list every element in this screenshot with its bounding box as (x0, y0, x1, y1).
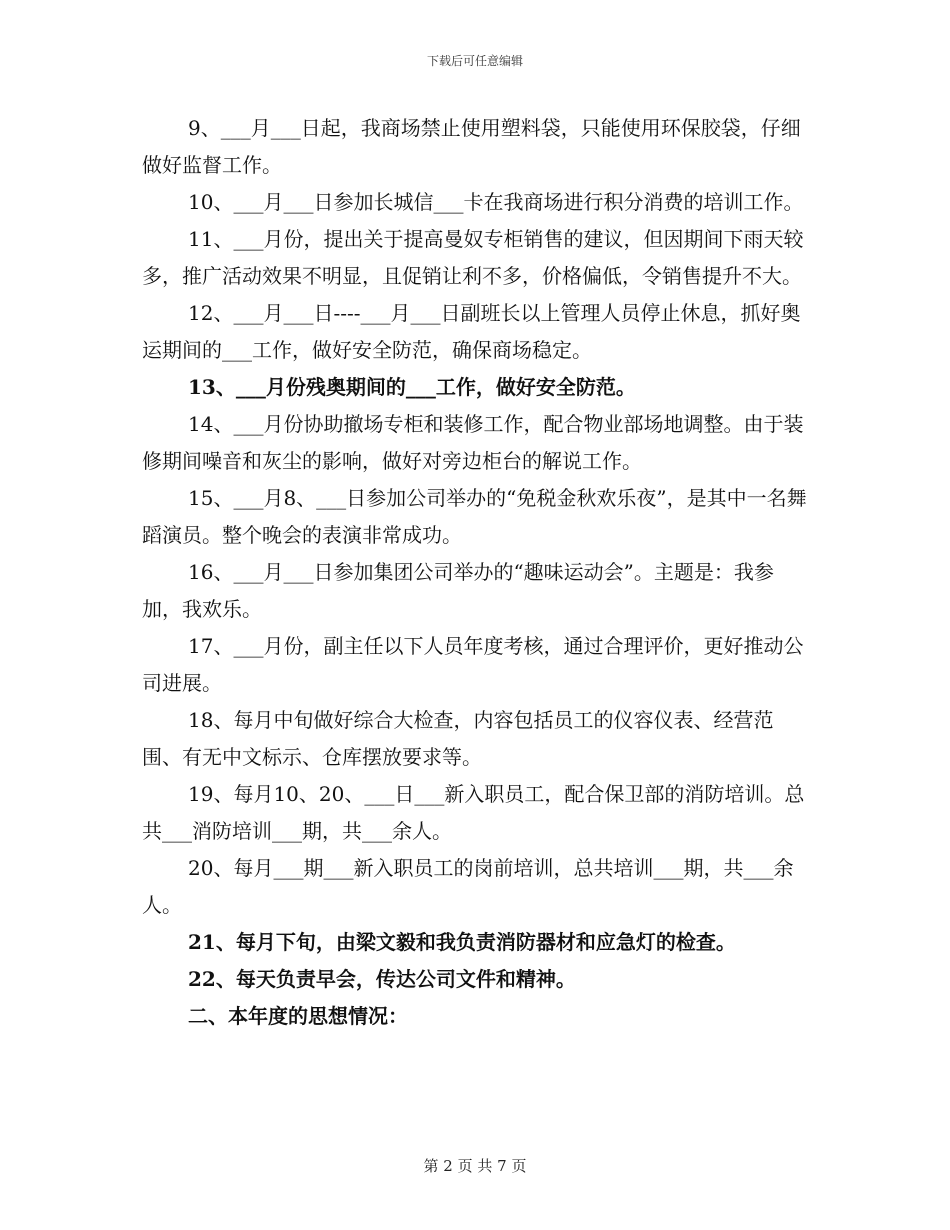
paragraph-11: 11、___月份，提出关于提高曼奴专柜销售的建议，但因期间下雨天较多，推广活动效果不明显，且促销让利不多，价格偏低，令销售提升不大。 (142, 227, 804, 288)
page-footer: 第 2 页 共 7 页 (423, 1157, 527, 1175)
paragraph-12: 12、___月___日----___月___日副班长以上管理人员停止休息，抓好奥运期间的___工作，做好安全防范，确保商场稳定。 (142, 301, 801, 362)
paragraph-17: 17、___月份，副主任以下人员年度考核，通过合理评价，更好推动公司进展。 (142, 634, 804, 695)
paragraph-21: 21、每月下旬，由梁文毅和我负责消防器材和应急灯的检查。 (188, 930, 736, 954)
paragraph-9: 9、___月___日起，我商场禁止使用塑料袋，只能使用环保胶袋，仔细做好监督工作。 (142, 116, 801, 177)
paragraph-18: 18、每月中旬做好综合大检查，内容包括员工的仪容仪表、经营范围、有无中文标示、仓库摆放要求等。 (142, 708, 774, 769)
section-heading-2: 二、本年度的思想情况： (188, 1004, 408, 1028)
paragraph-15: 15、___月8、___日参加公司举办的“免税金秋欢乐夜”，是其中一名舞蹈演员。整个晚会的表演非常成功。 (142, 486, 807, 547)
paragraph-14: 14、___月份协助撤场专柜和装修工作，配合物业部场地调整。由于装修期间噪音和灰尘的影响，做好对旁边柜台的解说工作。 (142, 412, 804, 473)
paragraph-13: 13、___月份残奥期间的___工作，做好安全防范。 (188, 375, 636, 399)
document-body (142, 110, 812, 1035)
page-header: 下载后可任意编辑 (426, 54, 523, 68)
paragraph-16: 16、___月___日参加集团公司举办的“趣味运动会”。主题是：我参加，我欢乐。 (142, 560, 774, 621)
paragraph-19: 19、每月10、20、___日___新入职员工，配合保卫部的消防培训。总共___消防培训___期，共___余人。 (142, 782, 805, 843)
paragraph-20: 20、每月___期___新入职员工的岗前培训，总共培训___期，共___余人。 (142, 856, 794, 917)
paragraph-22: 22、每天负责早会，传达公司文件和精神。 (188, 967, 576, 991)
paragraph-10: 10、___月___日参加长城信___卡在我商场进行积分消费的培训工作。 (188, 190, 804, 214)
